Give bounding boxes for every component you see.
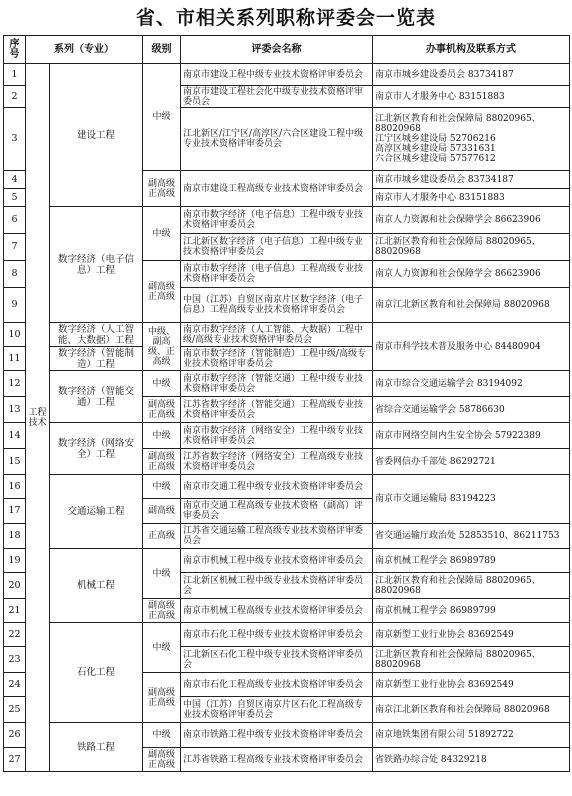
level-cell xyxy=(143,261,181,323)
contact-info: 江北新区教育和社会保障局 88020965、88020968 xyxy=(373,234,570,261)
header-series: 系列（专业） xyxy=(26,36,143,64)
committee-name: 南京市铁路工程中级专业技术资格评审委员会 xyxy=(181,723,373,748)
level-cell: 中级 xyxy=(143,623,181,673)
committee-name: 江北新区数字经济（电子信息）工程中级专业技术资格评审委员会 xyxy=(181,234,373,261)
series-cell: 数字经济（电子信息）工程 xyxy=(50,207,143,323)
row-number: 16 xyxy=(4,475,26,499)
row-number: 25 xyxy=(4,697,26,723)
contact-info: 南京新型工业行业协会 83692549 xyxy=(373,623,570,647)
row-number: 7 xyxy=(4,234,26,261)
contact-info: 南京市人才服务中心 83151883 xyxy=(373,86,570,108)
committee-name: 南京市交通工程高级专业技术资格（副高）评审委员会 xyxy=(181,499,373,524)
level-label: 副高级 正高级 xyxy=(147,281,175,302)
row-number: 3 xyxy=(4,108,26,171)
contact-info: 省综合交通运输学会 58786630 xyxy=(373,397,570,423)
table-row xyxy=(4,623,570,647)
level-cell xyxy=(143,673,181,723)
series-cell: 机械工程 xyxy=(50,549,143,623)
level-cell xyxy=(143,599,181,623)
field-label: 工程技术 xyxy=(28,407,47,428)
table-row xyxy=(4,371,570,397)
table-row xyxy=(4,549,570,573)
committee-name: 南京市数字经济（电子信息）工程高级专业技术资格评审委员会 xyxy=(181,261,373,288)
contact-info: 江北新区教育和社会保障局 88020965、88020968 江宁区城乡建设局 52706216 高淳区城乡建设局 57331631 六合区城乡建设局 57577612 xyxy=(375,114,541,164)
committee-name: 南京市数字经济（智能制造）工程中级/高级专业技术资格评审委员会 xyxy=(181,347,373,371)
level-cell: 中级、副高级、正高级 xyxy=(143,323,181,371)
committee-name: 南京市石化工程高级专业技术资格评审委员会 xyxy=(181,673,373,697)
committee-name: 南京市数字经济（智能交通）工程中级专业技术资格评审委员会 xyxy=(181,371,373,397)
level-cell xyxy=(143,748,181,772)
row-number: 12 xyxy=(4,371,26,397)
level-cell: 正高级 xyxy=(143,524,181,549)
series-cell: 交通运输工程 xyxy=(50,475,143,549)
row-number: 6 xyxy=(4,207,26,234)
row-number: 2 xyxy=(4,86,26,108)
row-number: 13 xyxy=(4,397,26,423)
level-cell xyxy=(143,449,181,475)
series-cell: 铁路工程 xyxy=(50,723,143,772)
contact-info: 南京江北新区教育和社会保障局 88020968 xyxy=(373,288,570,323)
contact-info: 南京人力资源和社会保障学会 86623906 xyxy=(373,207,570,234)
committee-name: 中国（江苏）自贸区南京片区石化工程高级专业技术资格评审委员会 xyxy=(181,697,373,723)
committee-name: 江北新区/江宁区/高淳区/六合区建设工程中级专业技术资格评审委员会 xyxy=(181,108,373,171)
header-level: 级别 xyxy=(143,36,181,64)
contact-info: 南京机械工程学会 86989789 xyxy=(373,549,570,573)
row-number: 11 xyxy=(4,347,26,371)
level-cell: 中级 xyxy=(143,207,181,261)
level-cell: 中级 xyxy=(143,723,181,748)
page-title: 省、市相关系列职称评委会一览表 xyxy=(135,7,436,29)
field-cell xyxy=(26,64,50,772)
contact-info: 南京市人才服务中心 83151883 xyxy=(373,189,570,207)
row-number: 19 xyxy=(4,549,26,573)
row-number: 8 xyxy=(4,261,26,288)
table-row xyxy=(4,64,570,86)
contact-info: 南京新型工业行业协会 83692549 xyxy=(373,673,570,697)
contact-cell xyxy=(373,108,570,171)
committee-name: 江苏省铁路工程高级专业技术资格评审委员会 xyxy=(181,748,373,772)
committee-name: 江北新区石化工程中级专业技术资格评审委员会 xyxy=(181,647,373,673)
series-cell: 建设工程 xyxy=(50,64,143,207)
contact-info: 省交通运输厅政治处 52853510、86211753 xyxy=(373,524,570,549)
row-number: 23 xyxy=(4,647,26,673)
contact-info: 南京市综合交通运输学会 83194092 xyxy=(373,371,570,397)
contact-info: 江北新区教育和社会保障局 88020965、88020968 xyxy=(373,647,570,673)
level-cell: 中级 xyxy=(143,423,181,449)
level-cell xyxy=(143,171,181,207)
committee-name: 南京市建设工程社会化中级专业技术资格评审委员会 xyxy=(181,86,373,108)
row-number: 14 xyxy=(4,423,26,449)
row-number: 9 xyxy=(4,288,26,323)
level-cell xyxy=(143,397,181,423)
contact-info: 南京人力资源和社会保障学会 86623906 xyxy=(373,261,570,288)
row-number: 10 xyxy=(4,323,26,347)
committee-name: 南京市机械工程高级专业技术资格评审委员会 xyxy=(181,599,373,623)
row-number: 5 xyxy=(4,189,26,207)
row-number: 26 xyxy=(4,723,26,748)
level-cell: 中级 xyxy=(143,64,181,171)
contact-info: 南京市交通运输局 83194223 xyxy=(373,475,570,524)
level-label: 副高级 正高级 xyxy=(147,749,175,770)
committee-name: 江苏省交通运输工程高级专业技术资格评审委员会 xyxy=(181,524,373,549)
level-cell: 副高级 xyxy=(143,499,181,524)
contact-info: 南京市网络空间内生安全协会 57922389 xyxy=(373,423,570,449)
committee-name: 中国（江苏）自贸区南京片区数字经济（电子信息）工程高级专业技术资格评审委员会 xyxy=(181,288,373,323)
level-cell: 中级 xyxy=(143,475,181,499)
header-no: 序号 xyxy=(4,36,26,64)
committee-name: 江苏省数字经济（网络安全）工程高级专业技术资格评审委员会 xyxy=(181,449,373,475)
row-number: 4 xyxy=(4,171,26,189)
series-cell: 数字经济（网络安全）工程 xyxy=(50,423,143,475)
contact-info: 南京地铁集团有限公司 51892722 xyxy=(373,723,570,748)
committee-name: 南京市数字经济（网络安全）工程中级专业技术资格评审委员会 xyxy=(181,423,373,449)
series-cell: 石化工程 xyxy=(50,623,143,723)
row-number: 22 xyxy=(4,623,26,647)
row-number: 21 xyxy=(4,599,26,623)
row-number: 27 xyxy=(4,748,26,772)
committee-name: 南京市数字经济（人工智能、大数据）工程中级/高级专业技术资格评审委员会 xyxy=(181,323,373,347)
level-cell: 中级 xyxy=(143,549,181,599)
row-number: 15 xyxy=(4,449,26,475)
committee-name: 南京市石化工程中级专业技术资格评审委员会 xyxy=(181,623,373,647)
table-row xyxy=(4,475,570,499)
level-cell: 中级 xyxy=(143,371,181,397)
table-header-row xyxy=(4,36,570,64)
level-label: 副高级 正高级 xyxy=(147,600,175,621)
committee-name: 南京市交通工程中级专业技术资格评审委员会 xyxy=(181,475,373,499)
table-row xyxy=(4,723,570,748)
contact-info: 省铁路办综合处 84329218 xyxy=(373,748,570,772)
row-number: 24 xyxy=(4,673,26,697)
committee-name: 南京市建设工程高级专业技术资格评审委员会 xyxy=(181,171,373,207)
row-number: 20 xyxy=(4,573,26,599)
header-committee: 评委会名称 xyxy=(181,36,373,64)
series-cell: 数字经济（人工智能、大数据）工程 xyxy=(50,323,143,347)
committee-table xyxy=(3,35,570,772)
level-label: 副高级 正高级 xyxy=(147,399,175,420)
committee-name: 江北新区机械工程中级专业技术资格评审委员会 xyxy=(181,573,373,599)
level-label: 副高级 正高级 xyxy=(147,178,175,199)
contact-info: 南京市城乡建设委员会 83734187 xyxy=(373,64,570,86)
committee-name: 江苏省数字经济（智能交通）工程高级专业技术资格评审委员会 xyxy=(181,397,373,423)
contact-info: 南京江北新区教育和社会保障局 88020968 xyxy=(373,697,570,723)
table-row xyxy=(4,423,570,449)
series-cell: 数字经济（智能交通）工程 xyxy=(50,371,143,423)
committee-name: 南京市建设工程中级专业技术资格评审委员会 xyxy=(181,64,373,86)
contact-info: 南京市科学技术普及服务中心 84480904 xyxy=(373,323,570,371)
header-contact: 办事机构及联系方式 xyxy=(373,36,570,64)
table-row xyxy=(4,323,570,347)
committee-name: 南京市机械工程中级专业技术资格评审委员会 xyxy=(181,549,373,573)
row-number: 18 xyxy=(4,524,26,549)
committee-name: 南京市数字经济（电子信息）工程中级专业技术资格评审委员会 xyxy=(181,207,373,234)
contact-info: 省委网信办千部处 86292721 xyxy=(373,449,570,475)
series-cell: 数字经济（智能制造）工程 xyxy=(50,347,143,371)
level-label: 副高级 正高级 xyxy=(147,451,175,472)
row-number: 1 xyxy=(4,64,26,86)
table-row xyxy=(4,207,570,234)
row-number: 17 xyxy=(4,499,26,524)
contact-info: 江北新区教育和社会保障局 88020965、88020968 xyxy=(373,573,570,599)
level-label: 副高级 正高级 xyxy=(147,687,175,708)
contact-info: 南京市城乡建设委员会 83734187 xyxy=(373,171,570,189)
contact-info: 南京机械工程学会 86989799 xyxy=(373,599,570,623)
